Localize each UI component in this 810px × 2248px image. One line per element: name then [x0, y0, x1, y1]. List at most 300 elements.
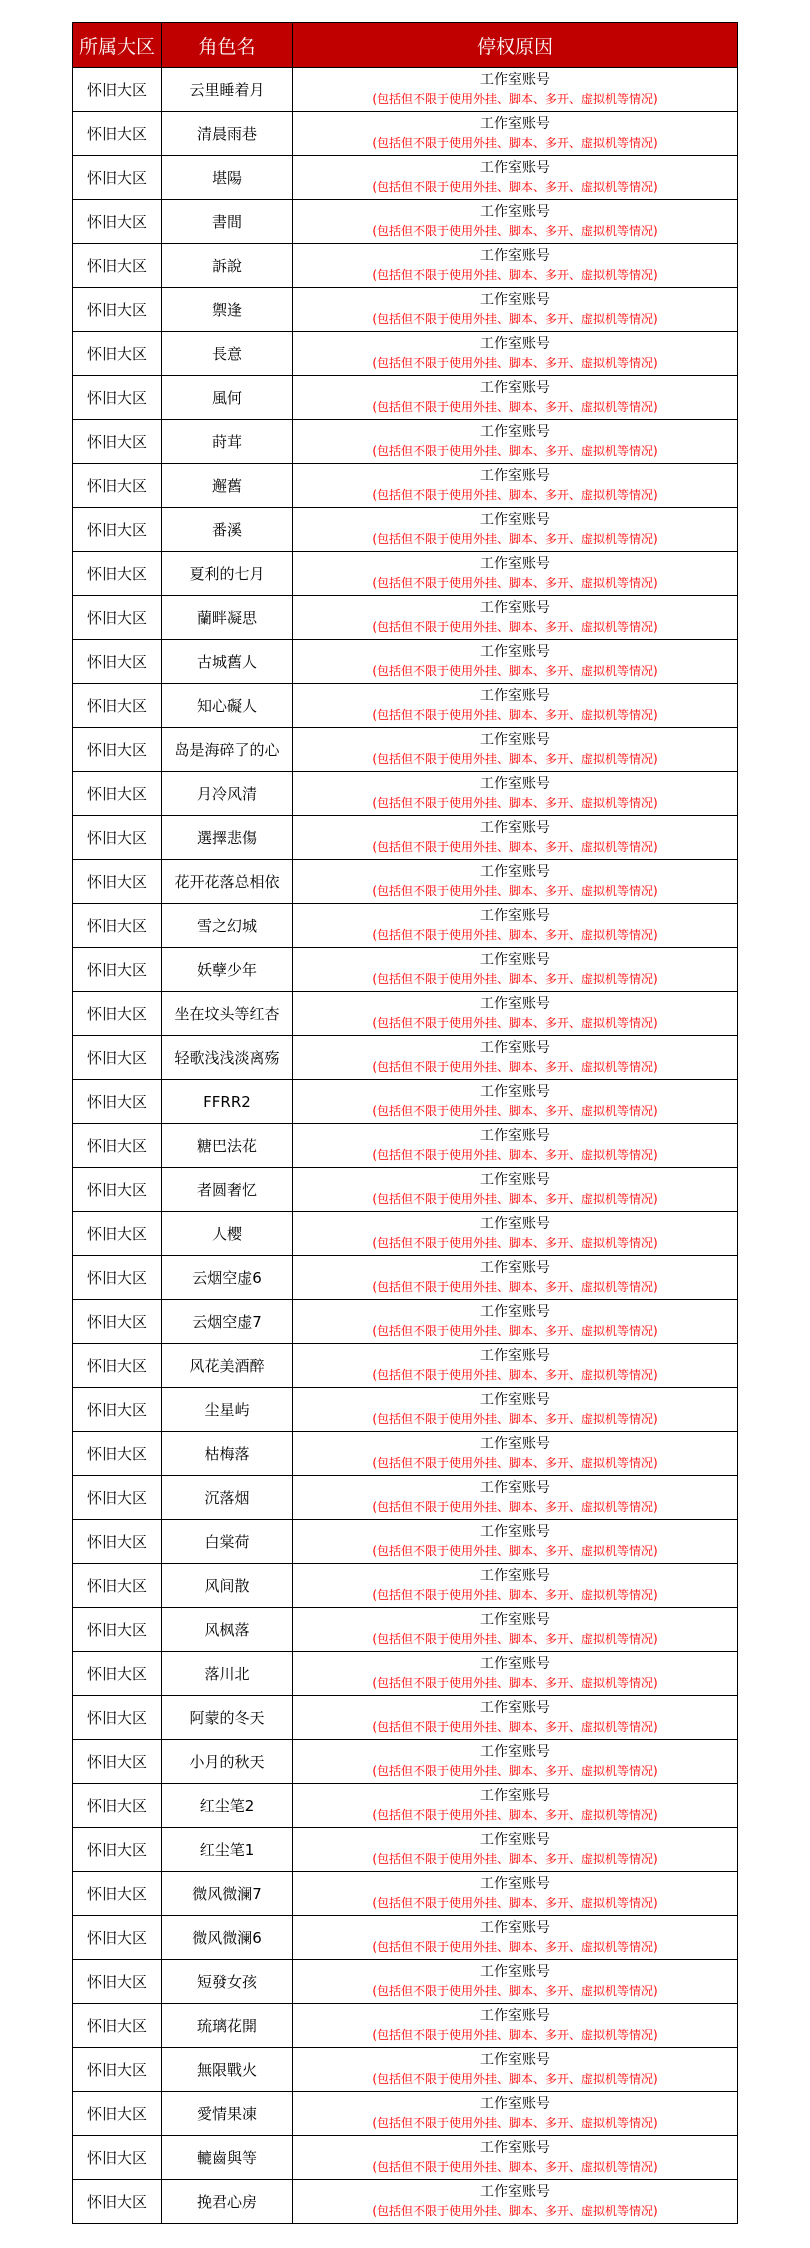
cell-role-name: 微风微澜6 [162, 1916, 293, 1960]
header-reason: 停权原因 [293, 23, 738, 68]
reason-note: (包括但不限于使用外挂、脚本、多开、虚拟机等情况) [372, 752, 658, 766]
cell-region: 怀旧大区 [73, 332, 162, 376]
reason-text: 工作室账号 [480, 424, 550, 440]
cell-role-name: 愛情果凍 [162, 2092, 293, 2136]
cell-role-name: 無限戰火 [162, 2048, 293, 2092]
cell-role-name: 云烟空虚6 [162, 1256, 293, 1300]
cell-role-name: 阿蒙的冬天 [162, 1696, 293, 1740]
table-row [73, 156, 738, 200]
table-row [73, 948, 738, 992]
cell-role-name: 坐在坟头等红杏 [162, 992, 293, 1036]
cell-region: 怀旧大区 [73, 728, 162, 772]
reason-note: (包括但不限于使用外挂、脚本、多开、虚拟机等情况) [372, 224, 658, 238]
cell-role-name: 書間 [162, 200, 293, 244]
reason-text: 工作室账号 [480, 556, 550, 572]
reason-text: 工作室账号 [480, 1788, 550, 1804]
reason-text: 工作室账号 [480, 2008, 550, 2024]
cell-role-name: 云里睡着月 [162, 68, 293, 112]
cell-region: 怀旧大区 [73, 1300, 162, 1344]
cell-region: 怀旧大区 [73, 1212, 162, 1256]
cell-ban-reason [293, 1784, 738, 1828]
cell-region: 怀旧大区 [73, 2136, 162, 2180]
reason-text: 工作室账号 [480, 688, 550, 704]
reason-note: (包括但不限于使用外挂、脚本、多开、虚拟机等情况) [372, 1456, 658, 1470]
reason-note: (包括但不限于使用外挂、脚本、多开、虚拟机等情况) [372, 1764, 658, 1778]
reason-text: 工作室账号 [480, 908, 550, 924]
table-row [73, 288, 738, 332]
table-row [73, 860, 738, 904]
cell-role-name: 风枫落 [162, 1608, 293, 1652]
cell-region: 怀旧大区 [73, 288, 162, 332]
reason-note: (包括但不限于使用外挂、脚本、多开、虚拟机等情况) [372, 796, 658, 810]
reason-note: (包括但不限于使用外挂、脚本、多开、虚拟机等情况) [372, 180, 658, 194]
reason-note: (包括但不限于使用外挂、脚本、多开、虚拟机等情况) [372, 576, 658, 590]
cell-ban-reason [293, 1256, 738, 1300]
cell-region: 怀旧大区 [73, 2048, 162, 2092]
cell-ban-reason [293, 1960, 738, 2004]
reason-note: (包括但不限于使用外挂、脚本、多开、虚拟机等情况) [372, 1280, 658, 1294]
cell-ban-reason [293, 904, 738, 948]
cell-role-name: 小月的秋天 [162, 1740, 293, 1784]
cell-ban-reason [293, 1432, 738, 1476]
cell-ban-reason [293, 1740, 738, 1784]
table-row [73, 1960, 738, 2004]
reason-note: (包括但不限于使用外挂、脚本、多开、虚拟机等情况) [372, 1676, 658, 1690]
table-row [73, 552, 738, 596]
cell-role-name: 花开花落总相依 [162, 860, 293, 904]
cell-role-name: 落川北 [162, 1652, 293, 1696]
reason-note: (包括但不限于使用外挂、脚本、多开、虚拟机等情况) [372, 2028, 658, 2042]
cell-ban-reason [293, 1300, 738, 1344]
cell-role-name: 者圆奢忆 [162, 1168, 293, 1212]
cell-region: 怀旧大区 [73, 1432, 162, 1476]
reason-note: (包括但不限于使用外挂、脚本、多开、虚拟机等情况) [372, 1588, 658, 1602]
cell-region: 怀旧大区 [73, 596, 162, 640]
table-row [73, 376, 738, 420]
cell-region: 怀旧大区 [73, 948, 162, 992]
reason-note: (包括但不限于使用外挂、脚本、多开、虚拟机等情况) [372, 532, 658, 546]
cell-ban-reason [293, 1124, 738, 1168]
cell-role-name: 禦逢 [162, 288, 293, 332]
reason-text: 工作室账号 [480, 952, 550, 968]
cell-region: 怀旧大区 [73, 112, 162, 156]
table-row [73, 1564, 738, 1608]
cell-role-name: 夏利的七月 [162, 552, 293, 596]
cell-role-name: 轆齒與等 [162, 2136, 293, 2180]
cell-role-name: 訴說 [162, 244, 293, 288]
table-row [73, 728, 738, 772]
cell-ban-reason [293, 2004, 738, 2048]
cell-role-name: 琉璃花開 [162, 2004, 293, 2048]
reason-note: (包括但不限于使用外挂、脚本、多开、虚拟机等情况) [372, 400, 658, 414]
table-row [73, 1696, 738, 1740]
cell-ban-reason [293, 156, 738, 200]
cell-ban-reason [293, 552, 738, 596]
reason-note: (包括但不限于使用外挂、脚本、多开、虚拟机等情况) [372, 1148, 658, 1162]
reason-note: (包括但不限于使用外挂、脚本、多开、虚拟机等情况) [372, 488, 658, 502]
cell-region: 怀旧大区 [73, 1784, 162, 1828]
reason-text: 工作室账号 [480, 2184, 550, 2200]
cell-region: 怀旧大区 [73, 860, 162, 904]
reason-note: (包括但不限于使用外挂、脚本、多开、虚拟机等情况) [372, 1632, 658, 1646]
cell-region: 怀旧大区 [73, 1476, 162, 1520]
cell-ban-reason [293, 112, 738, 156]
cell-ban-reason [293, 816, 738, 860]
reason-note: (包括但不限于使用外挂、脚本、多开、虚拟机等情况) [372, 136, 658, 150]
cell-ban-reason [293, 2048, 738, 2092]
cell-region: 怀旧大区 [73, 640, 162, 684]
reason-text: 工作室账号 [480, 292, 550, 308]
reason-text: 工作室账号 [480, 1920, 550, 1936]
cell-ban-reason [293, 1212, 738, 1256]
table-row [73, 1872, 738, 1916]
reason-note: (包括但不限于使用外挂、脚本、多开、虚拟机等情况) [372, 1896, 658, 1910]
table-row [73, 420, 738, 464]
cell-role-name: 尘星屿 [162, 1388, 293, 1432]
cell-ban-reason [293, 200, 738, 244]
cell-role-name: 月冷风清 [162, 772, 293, 816]
table-row [73, 1476, 738, 1520]
cell-role-name: 白棠荷 [162, 1520, 293, 1564]
cell-role-name: FFRR2 [162, 1080, 293, 1124]
reason-text: 工作室账号 [480, 336, 550, 352]
ban-table [72, 22, 738, 2224]
reason-text: 工作室账号 [480, 1964, 550, 1980]
cell-ban-reason [293, 332, 738, 376]
reason-note: (包括但不限于使用外挂、脚本、多开、虚拟机等情况) [372, 1104, 658, 1118]
table-row [73, 640, 738, 684]
table-row [73, 1036, 738, 1080]
table-row [73, 1740, 738, 1784]
table-row [73, 68, 738, 112]
reason-note: (包括但不限于使用外挂、脚本、多开、虚拟机等情况) [372, 884, 658, 898]
ban-list [72, 22, 737, 2224]
reason-note: (包括但不限于使用外挂、脚本、多开、虚拟机等情况) [372, 2204, 658, 2218]
cell-ban-reason [293, 684, 738, 728]
reason-text: 工作室账号 [480, 2096, 550, 2112]
reason-text: 工作室账号 [480, 1832, 550, 1848]
cell-ban-reason [293, 1168, 738, 1212]
table-row [73, 244, 738, 288]
table-row [73, 772, 738, 816]
reason-text: 工作室账号 [480, 1348, 550, 1364]
reason-note: (包括但不限于使用外挂、脚本、多开、虚拟机等情况) [372, 708, 658, 722]
table-row [73, 1784, 738, 1828]
reason-note: (包括但不限于使用外挂、脚本、多开、虚拟机等情况) [372, 620, 658, 634]
cell-role-name: 長意 [162, 332, 293, 376]
table-row [73, 1916, 738, 1960]
cell-region: 怀旧大区 [73, 464, 162, 508]
cell-ban-reason [293, 640, 738, 684]
table-row [73, 508, 738, 552]
cell-ban-reason [293, 596, 738, 640]
cell-region: 怀旧大区 [73, 376, 162, 420]
table-row [73, 816, 738, 860]
cell-region: 怀旧大区 [73, 2092, 162, 2136]
reason-text: 工作室账号 [480, 1568, 550, 1584]
cell-region: 怀旧大区 [73, 904, 162, 948]
reason-text: 工作室账号 [480, 1392, 550, 1408]
reason-text: 工作室账号 [480, 1524, 550, 1540]
cell-region: 怀旧大区 [73, 1872, 162, 1916]
table-row [73, 1300, 738, 1344]
table-row [73, 464, 738, 508]
cell-role-name: 雪之幻城 [162, 904, 293, 948]
reason-text: 工作室账号 [480, 1260, 550, 1276]
reason-text: 工作室账号 [480, 1876, 550, 1892]
reason-text: 工作室账号 [480, 996, 550, 1012]
cell-role-name: 风花美酒醉 [162, 1344, 293, 1388]
reason-text: 工作室账号 [480, 1172, 550, 1188]
cell-ban-reason [293, 420, 738, 464]
reason-note: (包括但不限于使用外挂、脚本、多开、虚拟机等情况) [372, 2072, 658, 2086]
table-row [73, 1212, 738, 1256]
header-region: 所属大区 [73, 23, 162, 68]
reason-note: (包括但不限于使用外挂、脚本、多开、虚拟机等情况) [372, 840, 658, 854]
cell-ban-reason [293, 1476, 738, 1520]
reason-text: 工作室账号 [480, 2052, 550, 2068]
reason-note: (包括但不限于使用外挂、脚本、多开、虚拟机等情况) [372, 312, 658, 326]
table-header [73, 23, 738, 68]
table-row [73, 1256, 738, 1300]
reason-text: 工作室账号 [480, 116, 550, 132]
table-row [73, 992, 738, 1036]
cell-region: 怀旧大区 [73, 68, 162, 112]
table-row [73, 1520, 738, 1564]
cell-ban-reason [293, 68, 738, 112]
cell-role-name: 枯梅落 [162, 1432, 293, 1476]
cell-ban-reason [293, 2092, 738, 2136]
cell-region: 怀旧大区 [73, 1916, 162, 1960]
cell-region: 怀旧大区 [73, 552, 162, 596]
cell-region: 怀旧大区 [73, 1168, 162, 1212]
table-row [73, 1124, 738, 1168]
reason-note: (包括但不限于使用外挂、脚本、多开、虚拟机等情况) [372, 1236, 658, 1250]
cell-role-name: 人樱 [162, 1212, 293, 1256]
cell-region: 怀旧大区 [73, 1124, 162, 1168]
cell-region: 怀旧大区 [73, 816, 162, 860]
table-row [73, 1080, 738, 1124]
reason-text: 工作室账号 [480, 1128, 550, 1144]
cell-ban-reason [293, 728, 738, 772]
cell-role-name: 风间散 [162, 1564, 293, 1608]
table-row [73, 1652, 738, 1696]
cell-role-name: 堪陽 [162, 156, 293, 200]
cell-role-name: 岛是海碎了的心 [162, 728, 293, 772]
reason-note: (包括但不限于使用外挂、脚本、多开、虚拟机等情况) [372, 664, 658, 678]
reason-text: 工作室账号 [480, 160, 550, 176]
table-row [73, 1344, 738, 1388]
cell-role-name: 红尘笔1 [162, 1828, 293, 1872]
cell-role-name: 微风微澜7 [162, 1872, 293, 1916]
table-row [73, 1608, 738, 1652]
cell-role-name: 知心礙人 [162, 684, 293, 728]
reason-text: 工作室账号 [480, 820, 550, 836]
reason-note: (包括但不限于使用外挂、脚本、多开、虚拟机等情况) [372, 972, 658, 986]
cell-ban-reason [293, 1080, 738, 1124]
reason-text: 工作室账号 [480, 1084, 550, 1100]
table-row [73, 1828, 738, 1872]
cell-ban-reason [293, 1388, 738, 1432]
cell-role-name: 糖巴法花 [162, 1124, 293, 1168]
reason-text: 工作室账号 [480, 248, 550, 264]
reason-text: 工作室账号 [480, 600, 550, 616]
cell-role-name: 短發女孩 [162, 1960, 293, 2004]
cell-role-name: 妖孽少年 [162, 948, 293, 992]
reason-note: (包括但不限于使用外挂、脚本、多开、虚拟机等情况) [372, 1500, 658, 1514]
cell-role-name: 云烟空虚7 [162, 1300, 293, 1344]
cell-role-name: 選擇悲傷 [162, 816, 293, 860]
table-row [73, 2180, 738, 2224]
header-name: 角色名 [162, 23, 293, 68]
cell-role-name: 風何 [162, 376, 293, 420]
table-row [73, 2004, 738, 2048]
cell-role-name: 蘭畔凝思 [162, 596, 293, 640]
reason-text: 工作室账号 [480, 72, 550, 88]
cell-ban-reason [293, 288, 738, 332]
cell-ban-reason [293, 1652, 738, 1696]
header-row [73, 23, 738, 68]
cell-ban-reason [293, 860, 738, 904]
reason-note: (包括但不限于使用外挂、脚本、多开、虚拟机等情况) [372, 1368, 658, 1382]
table-row [73, 112, 738, 156]
reason-text: 工作室账号 [480, 380, 550, 396]
cell-ban-reason [293, 948, 738, 992]
cell-region: 怀旧大区 [73, 684, 162, 728]
reason-note: (包括但不限于使用外挂、脚本、多开、虚拟机等情况) [372, 1852, 658, 1866]
reason-text: 工作室账号 [480, 1700, 550, 1716]
reason-text: 工作室账号 [480, 864, 550, 880]
cell-region: 怀旧大区 [73, 1080, 162, 1124]
cell-region: 怀旧大区 [73, 1344, 162, 1388]
cell-region: 怀旧大区 [73, 1608, 162, 1652]
reason-note: (包括但不限于使用外挂、脚本、多开、虚拟机等情况) [372, 444, 658, 458]
reason-text: 工作室账号 [480, 732, 550, 748]
cell-region: 怀旧大区 [73, 508, 162, 552]
reason-text: 工作室账号 [480, 2140, 550, 2156]
reason-note: (包括但不限于使用外挂、脚本、多开、虚拟机等情况) [372, 268, 658, 282]
reason-text: 工作室账号 [480, 1612, 550, 1628]
cell-ban-reason [293, 1828, 738, 1872]
table-row [73, 2092, 738, 2136]
cell-region: 怀旧大区 [73, 2180, 162, 2224]
cell-region: 怀旧大区 [73, 244, 162, 288]
reason-note: (包括但不限于使用外挂、脚本、多开、虚拟机等情况) [372, 2160, 658, 2174]
reason-note: (包括但不限于使用外挂、脚本、多开、虚拟机等情况) [372, 92, 658, 106]
cell-region: 怀旧大区 [73, 772, 162, 816]
table-row [73, 684, 738, 728]
cell-ban-reason [293, 1564, 738, 1608]
table-row [73, 332, 738, 376]
cell-role-name: 红尘笔2 [162, 1784, 293, 1828]
cell-ban-reason [293, 464, 738, 508]
reason-note: (包括但不限于使用外挂、脚本、多开、虚拟机等情况) [372, 1060, 658, 1074]
cell-ban-reason [293, 244, 738, 288]
cell-region: 怀旧大区 [73, 1520, 162, 1564]
cell-region: 怀旧大区 [73, 1388, 162, 1432]
reason-text: 工作室账号 [480, 1436, 550, 1452]
cell-region: 怀旧大区 [73, 992, 162, 1036]
table-row [73, 904, 738, 948]
cell-ban-reason [293, 1520, 738, 1564]
cell-region: 怀旧大区 [73, 1960, 162, 2004]
cell-ban-reason [293, 772, 738, 816]
reason-note: (包括但不限于使用外挂、脚本、多开、虚拟机等情况) [372, 1808, 658, 1822]
cell-ban-reason [293, 1872, 738, 1916]
reason-text: 工作室账号 [480, 1744, 550, 1760]
cell-role-name: 挽君心房 [162, 2180, 293, 2224]
cell-ban-reason [293, 1036, 738, 1080]
table-row [73, 200, 738, 244]
cell-role-name: 番溪 [162, 508, 293, 552]
cell-region: 怀旧大区 [73, 1036, 162, 1080]
reason-text: 工作室账号 [480, 1656, 550, 1672]
cell-region: 怀旧大区 [73, 156, 162, 200]
table-row [73, 2136, 738, 2180]
cell-ban-reason [293, 1696, 738, 1740]
reason-text: 工作室账号 [480, 204, 550, 220]
cell-ban-reason [293, 1608, 738, 1652]
cell-region: 怀旧大区 [73, 1256, 162, 1300]
cell-role-name: 沉落烟 [162, 1476, 293, 1520]
cell-region: 怀旧大区 [73, 420, 162, 464]
cell-region: 怀旧大区 [73, 200, 162, 244]
cell-region: 怀旧大区 [73, 1740, 162, 1784]
reason-note: (包括但不限于使用外挂、脚本、多开、虚拟机等情况) [372, 1016, 658, 1030]
cell-role-name: 邂舊 [162, 464, 293, 508]
cell-region: 怀旧大区 [73, 1564, 162, 1608]
cell-role-name: 古城舊人 [162, 640, 293, 684]
reason-note: (包括但不限于使用外挂、脚本、多开、虚拟机等情况) [372, 1984, 658, 1998]
reason-text: 工作室账号 [480, 1480, 550, 1496]
reason-note: (包括但不限于使用外挂、脚本、多开、虚拟机等情况) [372, 1544, 658, 1558]
cell-role-name: 轻歌浅浅淡离殇 [162, 1036, 293, 1080]
reason-note: (包括但不限于使用外挂、脚本、多开、虚拟机等情况) [372, 1192, 658, 1206]
cell-ban-reason [293, 1916, 738, 1960]
table-row [73, 2048, 738, 2092]
reason-text: 工作室账号 [480, 1304, 550, 1320]
reason-text: 工作室账号 [480, 468, 550, 484]
cell-role-name: 清晨雨巷 [162, 112, 293, 156]
reason-note: (包括但不限于使用外挂、脚本、多开、虚拟机等情况) [372, 2116, 658, 2130]
reason-text: 工作室账号 [480, 644, 550, 660]
reason-note: (包括但不限于使用外挂、脚本、多开、虚拟机等情况) [372, 1324, 658, 1338]
reason-text: 工作室账号 [480, 1040, 550, 1056]
cell-region: 怀旧大区 [73, 1696, 162, 1740]
reason-note: (包括但不限于使用外挂、脚本、多开、虚拟机等情况) [372, 1720, 658, 1734]
reason-text: 工作室账号 [480, 512, 550, 528]
table-row [73, 1432, 738, 1476]
cell-ban-reason [293, 2180, 738, 2224]
reason-text: 工作室账号 [480, 776, 550, 792]
cell-ban-reason [293, 508, 738, 552]
reason-note: (包括但不限于使用外挂、脚本、多开、虚拟机等情况) [372, 356, 658, 370]
reason-note: (包括但不限于使用外挂、脚本、多开、虚拟机等情况) [372, 928, 658, 942]
cell-role-name: 莳茸 [162, 420, 293, 464]
table-row [73, 596, 738, 640]
table-body [73, 68, 738, 2224]
table-row [73, 1388, 738, 1432]
reason-note: (包括但不限于使用外挂、脚本、多开、虚拟机等情况) [372, 1940, 658, 1954]
cell-region: 怀旧大区 [73, 1652, 162, 1696]
reason-text: 工作室账号 [480, 1216, 550, 1232]
cell-ban-reason [293, 2136, 738, 2180]
cell-ban-reason [293, 992, 738, 1036]
reason-note: (包括但不限于使用外挂、脚本、多开、虚拟机等情况) [372, 1412, 658, 1426]
cell-ban-reason [293, 376, 738, 420]
cell-ban-reason [293, 1344, 738, 1388]
table-row [73, 1168, 738, 1212]
